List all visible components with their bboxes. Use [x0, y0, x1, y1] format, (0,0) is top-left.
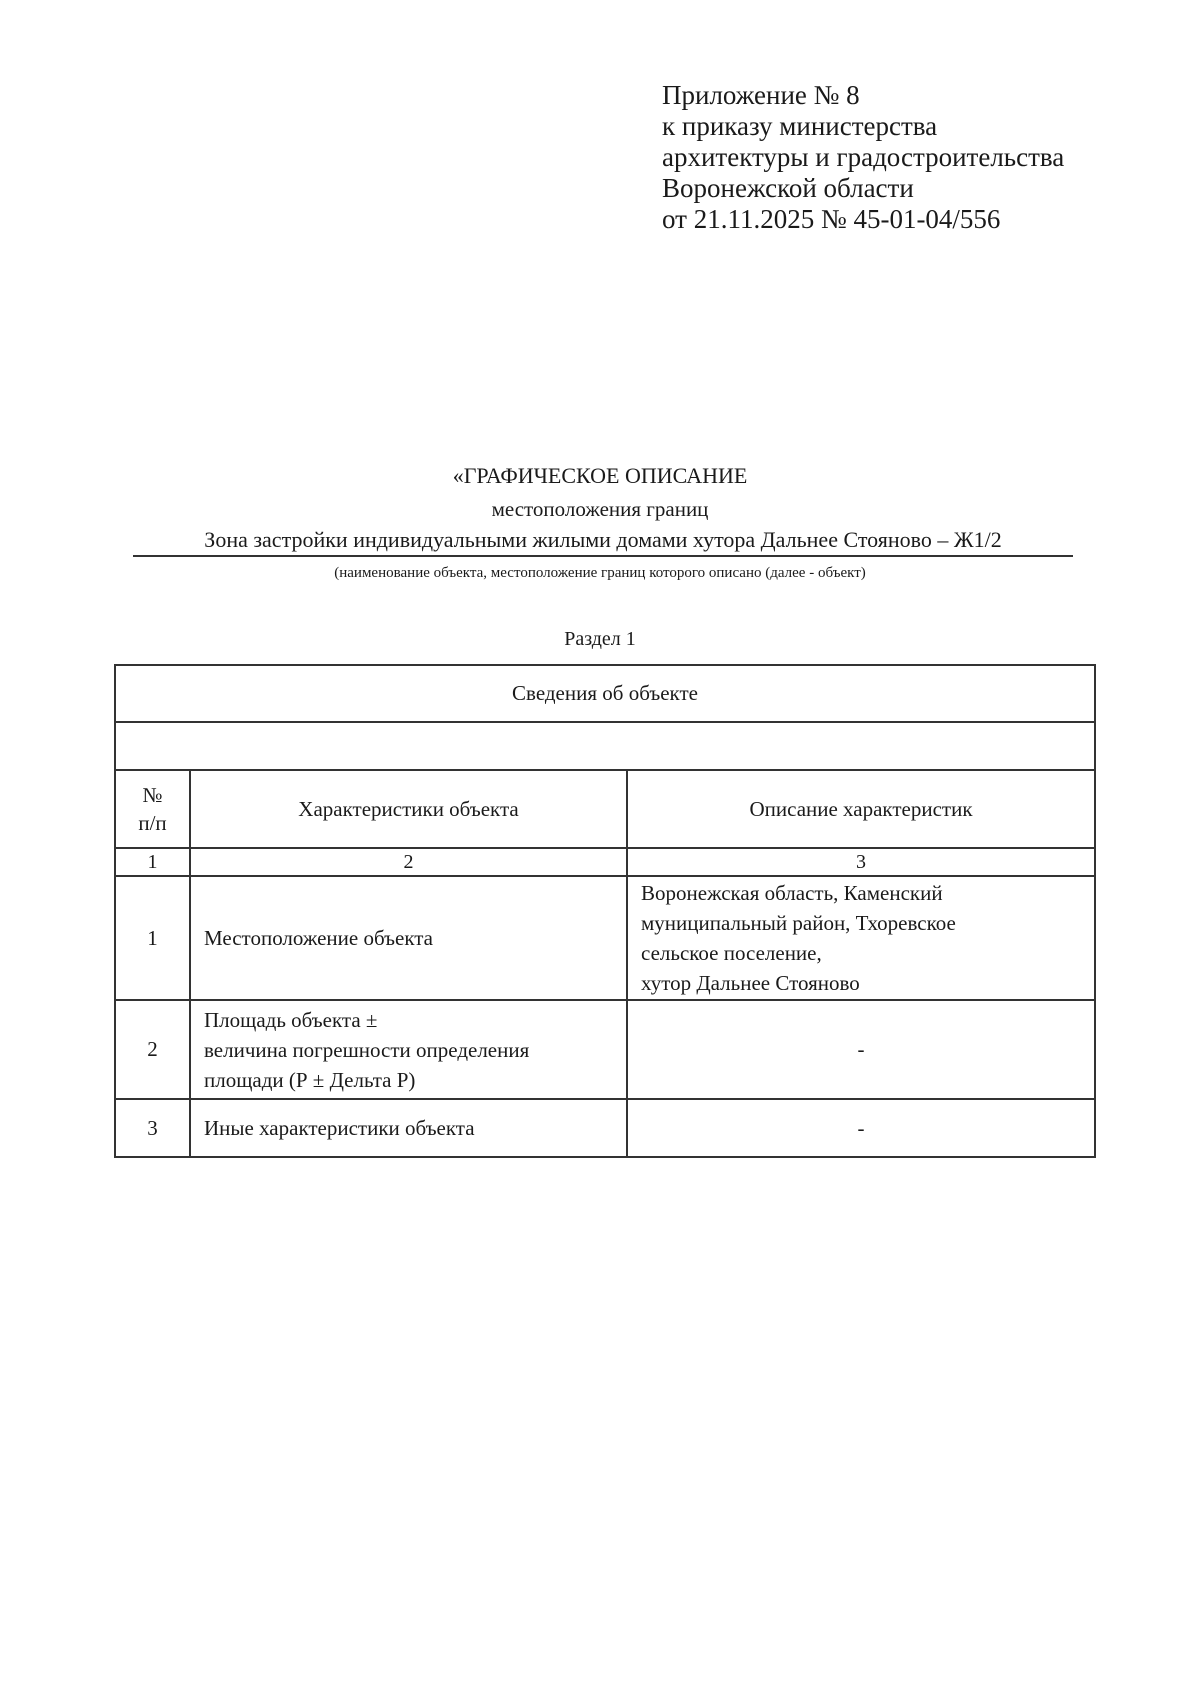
row-characteristic: Местоположение объекта: [190, 876, 627, 1000]
header-characteristic: Характеристики объекта: [190, 770, 627, 848]
appendix-number: Приложение № 8: [662, 80, 860, 110]
row-description: -: [627, 1000, 1095, 1099]
table-empty-row: [115, 722, 1095, 770]
appendix-ministry: архитектуры и градостроительства: [662, 142, 1065, 172]
row-description: Воронежская область, Каменский муниципальный район, Тхоревское сельское поселение, хутор Дальнее Стояново: [627, 876, 1095, 1000]
appendix-order-ref: к приказу министерства: [662, 111, 938, 141]
row-characteristic: Иные характеристики объекта: [190, 1099, 627, 1157]
row-description: -: [627, 1099, 1095, 1157]
table-title-row: [115, 665, 1095, 722]
object-info-table: [114, 664, 1096, 1158]
row-characteristic: Площадь объекта ± величина погрешности определения площади (Р ± Дельта Р): [190, 1000, 627, 1099]
appendix-date-number: от 21.11.2025 № 45-01-04/556: [662, 204, 1001, 234]
object-name: Зона застройки индивидуальными жилыми домами хутора Дальнее Стояново – Ж1/2: [133, 527, 1073, 557]
column-number: 1: [115, 848, 190, 876]
header-number: № п/п: [115, 770, 190, 848]
table-header-row: [115, 770, 1095, 848]
row-number: 1: [115, 876, 190, 1000]
section-label: Раздел 1: [564, 628, 636, 650]
table-row: [115, 1099, 1095, 1157]
column-number: 2: [190, 848, 627, 876]
header-description: Описание характеристик: [627, 770, 1095, 848]
table-row: [115, 1000, 1095, 1099]
document-title: «ГРАФИЧЕСКОЕ ОПИСАНИЕ: [452, 463, 748, 488]
row-number: 3: [115, 1099, 190, 1157]
column-number: 3: [627, 848, 1095, 876]
table-title: Сведения об объекте: [115, 665, 1095, 722]
table-row: [115, 876, 1095, 1000]
appendix-region: Воронежской области: [662, 173, 914, 203]
row-number: 2: [115, 1000, 190, 1099]
appendix-block: [662, 80, 1064, 235]
empty-cell: [115, 722, 1095, 770]
document-subtitle: местоположения границ: [491, 497, 709, 521]
column-number-row: [115, 848, 1095, 876]
object-name-caption: (наименование объекта, местоположение границ которого описано (далее - объект): [334, 565, 866, 581]
